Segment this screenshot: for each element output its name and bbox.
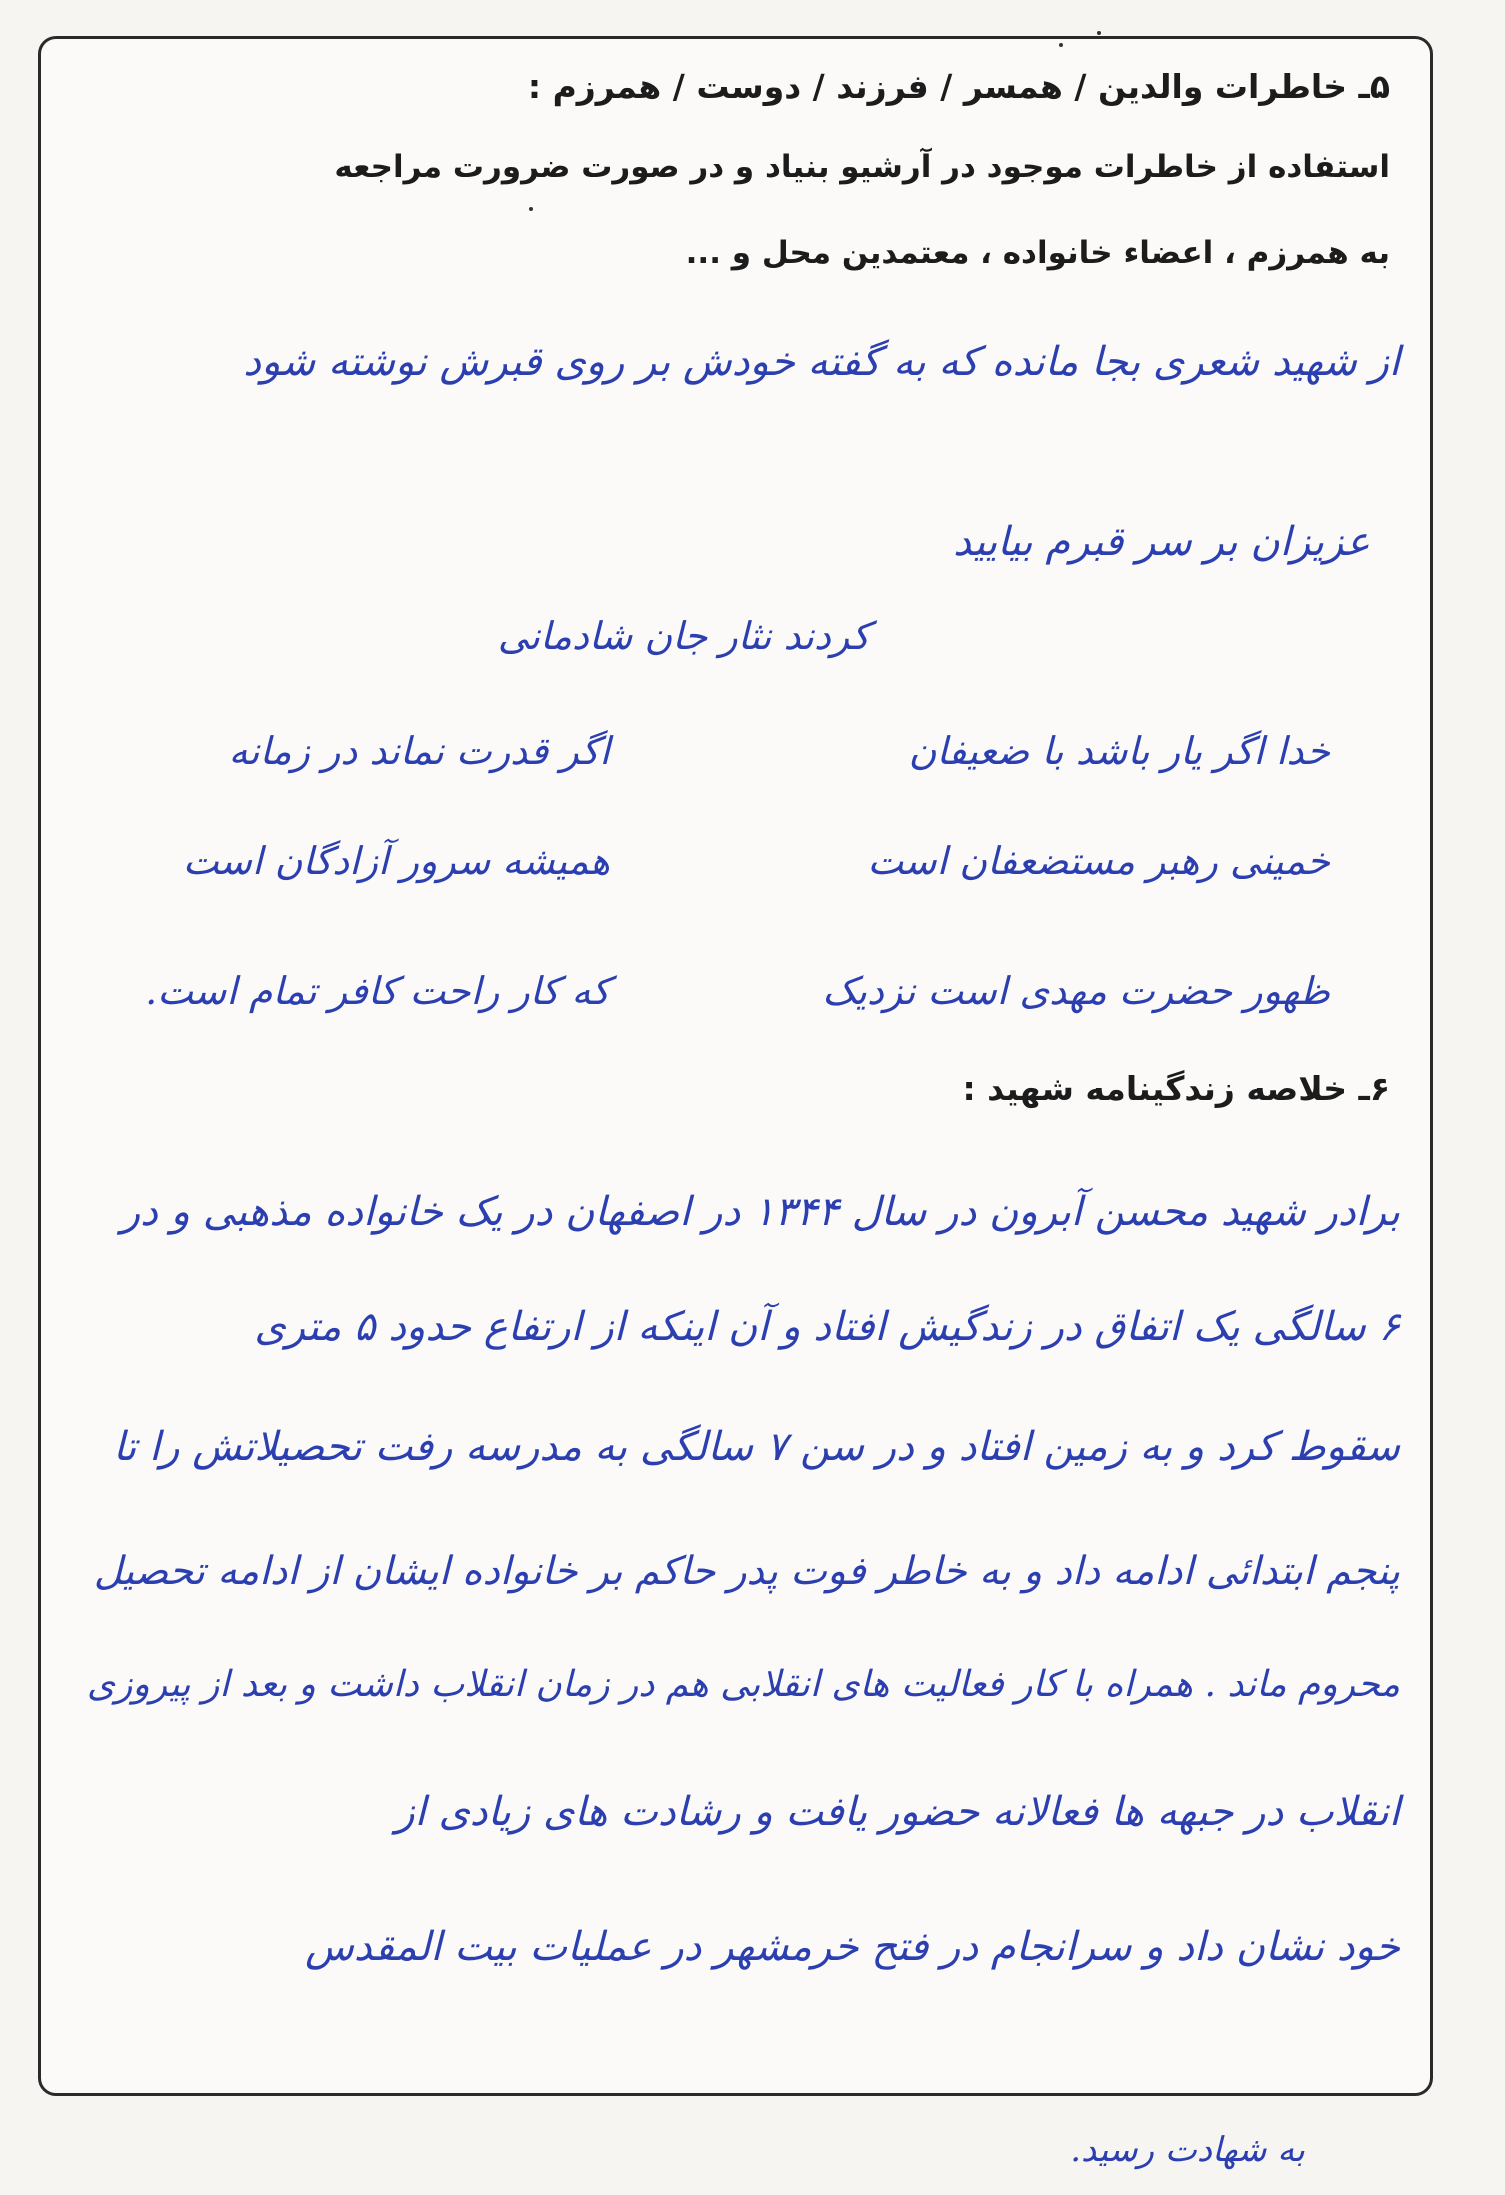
bio-line: خود نشان داد و سرانجام در فتح خرمشهر در عملیات بیت المقدس [305,1924,1400,1970]
bio-line: پنجم ابتدائی ادامه داد و به خاطر فوت پدر حاکم بر خانواده ایشان از ادامه تحصیل [93,1549,1400,1594]
bio-line: انقلاب در جبهه ها فعالانه حضور یافت و رشادت های زیادی از [395,1789,1400,1835]
memoir-intro: از شهید شعری بجا مانده که به گفته خودش بر روی قبرش نوشته شود [243,339,1400,385]
paper-dot [529,207,533,211]
bio-line: محروم ماند . همراه با کار فعالیت های انقلابی هم در زمان انقلاب داشت و بعد از پیروزی [86,1664,1400,1705]
verse-line: کردند نثار جان شادمانی [497,614,870,658]
bio-line: برادر شهید محسن آبرون در سال ۱۳۴۴ در اصفهان در یک خانواده مذهبی و در [120,1189,1400,1235]
verse-line: همیشه سرور آزادگان است [182,839,610,883]
section6-heading: ۶ـ خلاصه زندگینامه شهید : [962,1069,1390,1108]
verse-line: خدا اگر یار باشد با ضعیفان [908,729,1330,773]
paper-dot [1097,31,1101,35]
section5-heading: ۵ـ خاطرات والدین / همسر / فرزند / دوست / همرزم : [527,67,1390,106]
paper-dot [1059,43,1063,47]
form-sheet [38,36,1433,2096]
bio-line: ۶ سالگی یک اتفاق در زندگیش افتاد و آن اینکه از ارتفاع حدود ۵ متری [254,1304,1400,1350]
verse-line: خمینی رهبر مستضعفان است [867,839,1330,883]
bio-line: سقوط کرد و به زمین افتاد و در سن ۷ سالگی به مدرسه رفت تحصیلاتش را تا [113,1424,1400,1470]
memoir-verse-title: عزیزان بر سر قبرم بیایید [953,519,1370,565]
section5-instruction-line1: استفاده از خاطرات موجود در آرشیو بنیاد و در صورت ضرورت مراجعه [334,149,1390,185]
verse-line: اگر قدرت نماند در زمانه [228,729,610,773]
verse-line: که کار راحت کافر تمام است. [145,969,610,1013]
bio-footer: به شهادت رسید. [1070,2130,1305,2170]
verse-line: ظهور حضرت مهدی است نزدیک [822,969,1330,1013]
section5-instruction-line2: به همرزم ، اعضاء خانواده ، معتمدین محل و ... [685,235,1390,271]
